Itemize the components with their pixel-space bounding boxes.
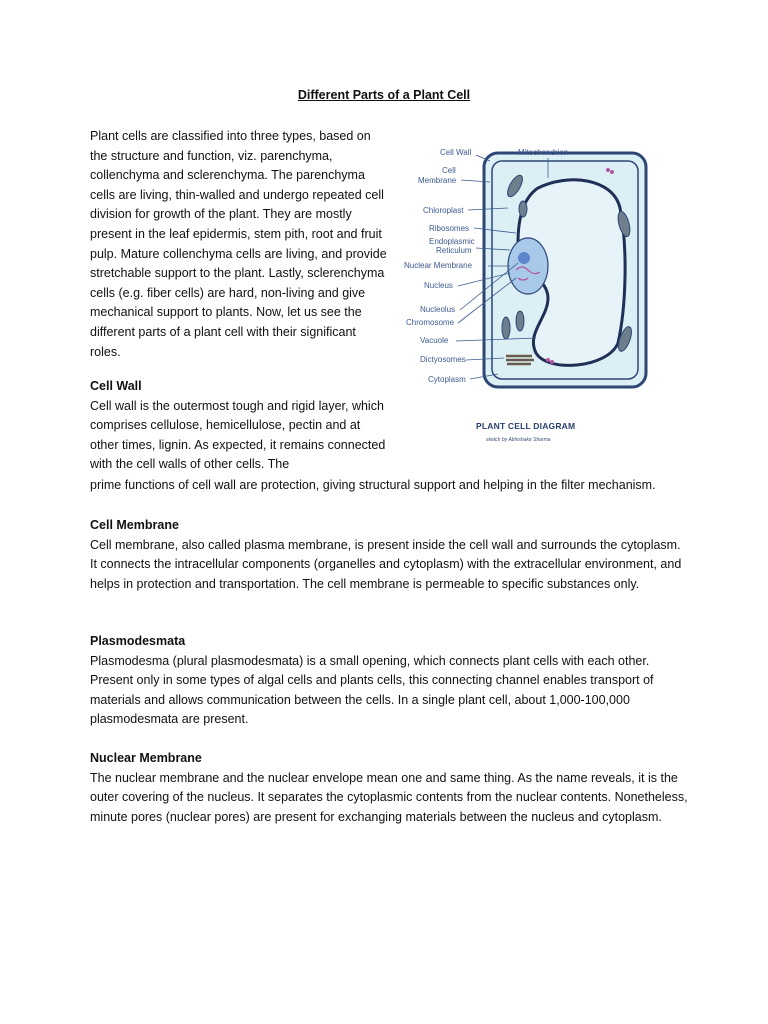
section-cell-membrane	[90, 516, 690, 594]
dictyosome-shape	[506, 356, 534, 364]
diagram-credit: sketch by Abhishake Sharma	[486, 437, 551, 443]
section-plasmodesmata	[90, 632, 690, 730]
label-dictyosomes: Dictyosomes	[420, 355, 466, 364]
section-body: Plasmodesma (plural plasmodesmata) is a small opening, which connects plant cells with each other. Present only in some types of algal cells and plants cells, this connecting channel enables transport of materials and allows communication between the cells. In a single plant cell, about 1,000-100,000 plasmodesmata are present.	[90, 653, 654, 727]
chloroplast-shape-5	[502, 317, 510, 339]
label-cell-membrane-2: Membrane	[418, 176, 457, 185]
label-vacuole: Vacuole	[420, 336, 449, 345]
section-body: Cell wall is the outermost tough and rigid layer, which comprises cellulose, hemicellulose, pectin and at other times, lignin. As expected, it remains connected with the cell walls of other cells. The	[90, 398, 386, 472]
ribosome-dot	[546, 358, 550, 362]
section-body-continued: prime functions of cell wall are protection, giving structural support and helping in the filter mechanism.	[90, 478, 656, 492]
section-nuclear-membrane	[90, 749, 690, 827]
label-nucleolus: Nucleolus	[420, 305, 456, 314]
label-nucleus: Nucleus	[424, 281, 453, 290]
label-er-2: Reticulum	[436, 246, 472, 255]
section-body: Cell membrane, also called plasma membrane, is present inside the cell wall and surrounds the cytoplasm. It connects the intracellular components (organelles and cytoplasm) with the extracellular environment, and helps in protection and transportation. The cell membrane is permeable to specific substances only.	[90, 537, 682, 591]
label-chloroplast: Chloroplast	[423, 206, 464, 215]
label-er-1: Endoplasmic	[429, 237, 475, 246]
diagram-caption: PLANT CELL DIAGRAM	[476, 421, 576, 431]
chloroplast-shape-6	[516, 311, 524, 331]
section-heading: Plasmodesmata	[90, 634, 186, 648]
label-cell-membrane-1: Cell	[442, 166, 456, 175]
label-nuclear-membrane: Nuclear Membrane	[404, 261, 473, 270]
ribosome-dot	[550, 360, 554, 364]
section-body: The nuclear membrane and the nuclear envelope mean one and same thing. As the name reveals, it is the outer covering of the nucleus. It separates the cytoplasmic contents from the nuclear contents. Nonetheless, minute pores (nuclear pores) are present for exchanging materials between the nucleus and cytoplasm.	[90, 770, 688, 824]
section-heading: Cell Membrane	[90, 518, 179, 532]
intro-paragraph: Plant cells are classified into three types, based on the structure and function, viz. parenchyma, collenchyma and sclerenchyma. The parenchyma cells are living, thin-walled and undergo repeated cell division for growth of the plant. They are mostly present in the leaf epidermis, stem pith, root and fruit pulp. Mature collenchyma cells are living, and provide stretchable support to the plant. Lastly, sclerenchyma cells (e.g. fiber cells) are hard, non-living and give mechanical support to plants. Now, let us see the different parts of a plant cell with their significant roles.	[90, 129, 387, 359]
label-cell-wall: Cell Wall	[440, 148, 472, 157]
label-chromosome: Chromosome	[406, 318, 455, 327]
label-ribosomes: Ribosomes	[429, 224, 470, 233]
label-cytoplasm: Cytoplasm	[428, 375, 466, 384]
page-title: Different Parts of a Plant Cell	[297, 88, 471, 102]
chloroplast-shape-2	[519, 201, 527, 217]
plant-cell-diagram	[398, 138, 660, 458]
nucleolus-shape	[518, 252, 530, 264]
section-heading: Nuclear Membrane	[90, 751, 202, 765]
plant-cell-svg	[398, 138, 660, 418]
ribosome-dot	[610, 170, 614, 174]
label-mitochondrion: Mitochondrion	[518, 148, 569, 157]
section-heading: Cell Wall	[90, 379, 142, 393]
ribosome-dot	[606, 168, 610, 172]
section-cell-wall	[90, 377, 388, 475]
